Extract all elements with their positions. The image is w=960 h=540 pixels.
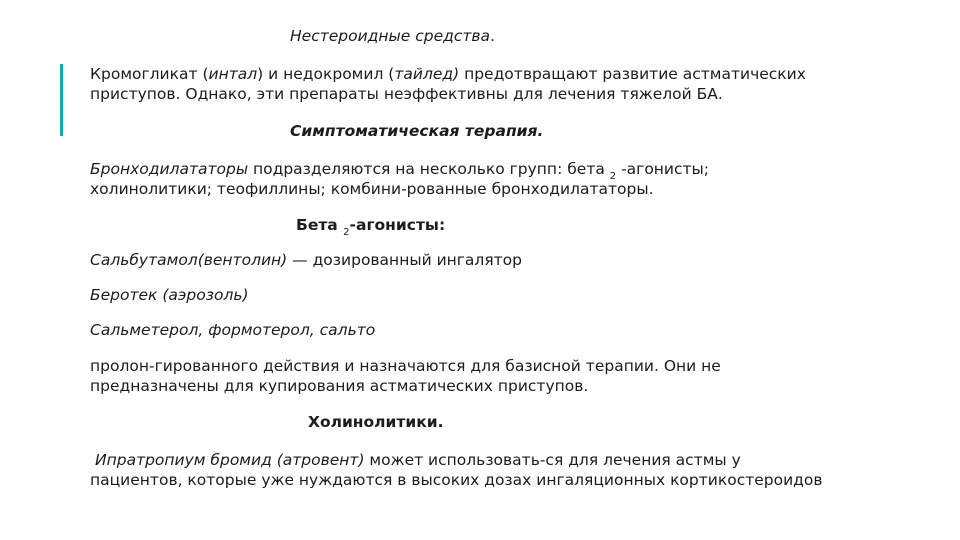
heading-anticholinergics: Холинолитики.: [308, 413, 444, 431]
paragraph-ipratropium-line1: [95, 450, 741, 470]
paragraph-bronchodilators-line2: холинолитики; теофиллины; комбини-рованные бронходилататоры.: [90, 180, 654, 198]
text-segment: -агонисты;: [616, 160, 710, 178]
paragraph-ipratropium-line2: пациентов, которые уже нуждаются в высоких дозах ингаляционных кортикостероидов: [90, 471, 823, 489]
text-bronchodilators: Бронходилататоры: [90, 160, 249, 178]
subscript-2: 2: [343, 227, 350, 238]
text-salbutamol: Сальбутамол(вентолин): [90, 251, 288, 269]
heading-agonists-text: -агонисты:: [349, 216, 446, 234]
text-segment: — дозированный ингалятор: [287, 251, 522, 269]
paragraph-cromoglicate-line2: приступов. Однако, эти препараты неэффективны для лечения тяжелой БА.: [90, 85, 723, 103]
paragraph-prolonged-line2: предназначены для купирования астматических приступов.: [90, 377, 589, 395]
item-salmeterol: Сальметерол, формотерол, сальто: [90, 321, 376, 339]
subscript-2: 2: [609, 171, 617, 182]
heading-symptomatic-therapy: Симптоматическая терапия.: [290, 122, 544, 140]
heading-nonsteroidal-dot: .: [490, 27, 495, 45]
item-berotec: Беротек (аэрозоль): [90, 286, 249, 304]
paragraph-prolonged-line1: пролон-гированного действия и назначаются для базисной терапии. Они не: [90, 357, 721, 375]
paragraph-cromoglicate-line1: [90, 64, 806, 84]
accent-bar: [60, 64, 63, 136]
text-tailed: тайлед): [394, 65, 460, 83]
text-ipratropium: Ипратропиум бромид (атровент): [95, 451, 365, 469]
heading-nonsteroidal-text: Нестероидные средства: [290, 27, 491, 45]
text-segment: Кромогликат (: [90, 65, 209, 83]
text-segment: подразделяются на несколько групп: бета: [248, 160, 610, 178]
item-salbutamol: [90, 250, 522, 270]
text-segment: может использовать-ся для лечения астмы у: [364, 451, 741, 469]
text-segment: ) и недокромил (: [257, 65, 395, 83]
heading-beta-text: Бета: [296, 216, 344, 234]
text-segment: предотвращают развитие астматических: [459, 65, 806, 83]
heading-beta2-agonists: [296, 215, 445, 238]
text-intal: интал: [208, 65, 258, 83]
heading-nonsteroidal: [290, 26, 495, 46]
